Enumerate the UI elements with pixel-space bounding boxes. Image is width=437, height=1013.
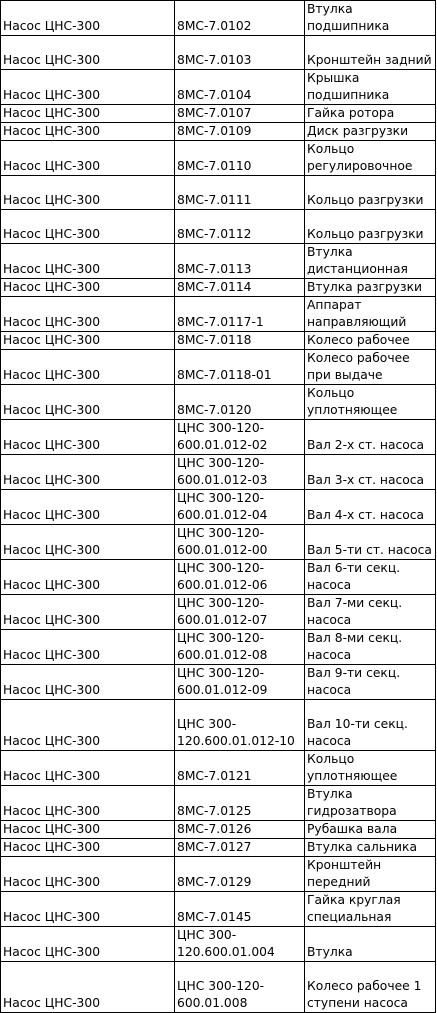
product-cell: Насос ЦНС-300 [1, 244, 175, 279]
code-cell: 8МС-7.0127 [175, 839, 305, 857]
name-cell: Вал 10-ти секц. насоса [305, 700, 436, 751]
product-cell: Насос ЦНС-300 [1, 297, 175, 332]
table-row [1, 525, 436, 560]
name-cell: Колесо рабочее 1 ступени насоса [305, 962, 436, 1013]
name-cell: Вал 6-ти секц. насоса [305, 560, 436, 595]
name-cell: Колесо рабочее [305, 332, 436, 350]
table-row [1, 700, 436, 751]
table-row [1, 420, 436, 455]
code-cell: 8МС-7.0114 [175, 279, 305, 297]
table-row [1, 36, 436, 70]
product-cell: Насос ЦНС-300 [1, 892, 175, 927]
product-cell: Насос ЦНС-300 [1, 36, 175, 70]
table-row [1, 141, 436, 176]
name-cell: Вал 5-ти ст. насоса [305, 525, 436, 560]
product-cell: Насос ЦНС-300 [1, 70, 175, 105]
code-cell: ЦНС 300-120-600.01.012-00 [175, 525, 305, 560]
product-cell: Насос ЦНС-300 [1, 210, 175, 244]
table-row [1, 595, 436, 630]
code-cell: ЦНС 300-120.600.01.004 [175, 927, 305, 962]
name-cell: Вал 7-ми секц. насоса [305, 595, 436, 630]
name-cell: Кольцо разгрузки [305, 176, 436, 210]
code-cell: ЦНС 300-120-600.01.012-09 [175, 665, 305, 700]
code-cell: 8МС-7.0129 [175, 857, 305, 892]
table-row [1, 105, 436, 123]
code-cell: 8МС-7.0111 [175, 176, 305, 210]
code-cell: ЦНС 300-120-600.01.012-02 [175, 420, 305, 455]
product-cell: Насос ЦНС-300 [1, 927, 175, 962]
code-cell: 8МС-7.0125 [175, 786, 305, 821]
product-cell: Насос ЦНС-300 [1, 630, 175, 665]
table-row [1, 455, 436, 490]
table-row [1, 751, 436, 786]
product-cell: Насос ЦНС-300 [1, 123, 175, 141]
product-cell: Насос ЦНС-300 [1, 490, 175, 525]
name-cell: Втулка [305, 927, 436, 962]
name-cell: Вал 9-ти секц. насоса [305, 665, 436, 700]
table-row [1, 244, 436, 279]
name-cell: Втулка гидрозатвора [305, 786, 436, 821]
table-row [1, 332, 436, 350]
product-cell: Насос ЦНС-300 [1, 857, 175, 892]
name-cell: Втулка дистанционная [305, 244, 436, 279]
code-cell: 8МС-7.0145 [175, 892, 305, 927]
product-cell: Насос ЦНС-300 [1, 665, 175, 700]
table-row [1, 665, 436, 700]
table-row [1, 786, 436, 821]
code-cell: 8МС-7.0120 [175, 385, 305, 420]
name-cell: Вал 3-х ст. насоса [305, 455, 436, 490]
product-cell: Насос ЦНС-300 [1, 839, 175, 857]
name-cell: Втулка разгрузки [305, 279, 436, 297]
name-cell: Кронштейн задний [305, 36, 436, 70]
code-cell: 8МС-7.0103 [175, 36, 305, 70]
code-cell: 8МС-7.0107 [175, 105, 305, 123]
table-row [1, 1, 436, 36]
code-cell: 8МС-7.0121 [175, 751, 305, 786]
name-cell: Вал 8-ми секц. насоса [305, 630, 436, 665]
code-cell: 8МС-7.0102 [175, 1, 305, 36]
table-row [1, 385, 436, 420]
table-row [1, 892, 436, 927]
table-row [1, 297, 436, 332]
name-cell: Диск разгрузки [305, 123, 436, 141]
code-cell: 8МС-7.0126 [175, 821, 305, 839]
product-cell: Насос ЦНС-300 [1, 821, 175, 839]
table-row [1, 210, 436, 244]
code-cell: ЦНС 300-120-600.01.012-07 [175, 595, 305, 630]
table-row [1, 279, 436, 297]
code-cell: 8МС-7.0118-01 [175, 350, 305, 385]
product-cell: Насос ЦНС-300 [1, 700, 175, 751]
name-cell: Вал 2-х ст. насоса [305, 420, 436, 455]
code-cell: 8МС-7.0109 [175, 123, 305, 141]
name-cell: Колесо рабочее при выдаче [305, 350, 436, 385]
name-cell: Кольцо регулировочное [305, 141, 436, 176]
product-cell: Насос ЦНС-300 [1, 176, 175, 210]
code-cell: ЦНС 300-120-600.01.012-06 [175, 560, 305, 595]
table-row [1, 962, 436, 1013]
name-cell: Втулка сальника [305, 839, 436, 857]
code-cell: 8МС-7.0113 [175, 244, 305, 279]
table-row [1, 560, 436, 595]
code-cell: ЦНС 300-120-600.01.008 [175, 962, 305, 1013]
name-cell: Гайка ротора [305, 105, 436, 123]
table-row [1, 857, 436, 892]
code-cell: ЦНС 300-120-600.01.012-08 [175, 630, 305, 665]
table-row [1, 176, 436, 210]
name-cell: Аппарат направляющий [305, 297, 436, 332]
code-cell: 8МС-7.0104 [175, 70, 305, 105]
code-cell: ЦНС 300-120-600.01.012-04 [175, 490, 305, 525]
table-row [1, 490, 436, 525]
name-cell: Гайка круглая специальная [305, 892, 436, 927]
name-cell: Кольцо разгрузки [305, 210, 436, 244]
name-cell: Рубашка вала [305, 821, 436, 839]
table-row [1, 839, 436, 857]
table-row [1, 927, 436, 962]
product-cell: Насос ЦНС-300 [1, 1, 175, 36]
parts-table-body [1, 1, 436, 1013]
name-cell: Кронштейн передний [305, 857, 436, 892]
product-cell: Насос ЦНС-300 [1, 332, 175, 350]
name-cell: Кольцо уплотняющее [305, 385, 436, 420]
table-row [1, 350, 436, 385]
name-cell: Втулка подшипника [305, 1, 436, 36]
product-cell: Насос ЦНС-300 [1, 595, 175, 630]
code-cell: ЦНС 300-120-600.01.012-03 [175, 455, 305, 490]
table-row [1, 821, 436, 839]
product-cell: Насос ЦНС-300 [1, 141, 175, 176]
table-row [1, 70, 436, 105]
product-cell: Насос ЦНС-300 [1, 279, 175, 297]
code-cell: ЦНС 300-120.600.01.012-10 [175, 700, 305, 751]
product-cell: Насос ЦНС-300 [1, 962, 175, 1013]
product-cell: Насос ЦНС-300 [1, 751, 175, 786]
product-cell: Насос ЦНС-300 [1, 786, 175, 821]
product-cell: Насос ЦНС-300 [1, 350, 175, 385]
name-cell: Крышка подшипника [305, 70, 436, 105]
code-cell: 8МС-7.0118 [175, 332, 305, 350]
name-cell: Кольцо уплотняющее [305, 751, 436, 786]
code-cell: 8МС-7.0117-1 [175, 297, 305, 332]
product-cell: Насос ЦНС-300 [1, 560, 175, 595]
table-row [1, 630, 436, 665]
name-cell: Вал 4-х ст. насоса [305, 490, 436, 525]
product-cell: Насос ЦНС-300 [1, 455, 175, 490]
product-cell: Насос ЦНС-300 [1, 385, 175, 420]
product-cell: Насос ЦНС-300 [1, 525, 175, 560]
code-cell: 8МС-7.0110 [175, 141, 305, 176]
table-row [1, 123, 436, 141]
product-cell: Насос ЦНС-300 [1, 420, 175, 455]
product-cell: Насос ЦНС-300 [1, 105, 175, 123]
code-cell: 8МС-7.0112 [175, 210, 305, 244]
